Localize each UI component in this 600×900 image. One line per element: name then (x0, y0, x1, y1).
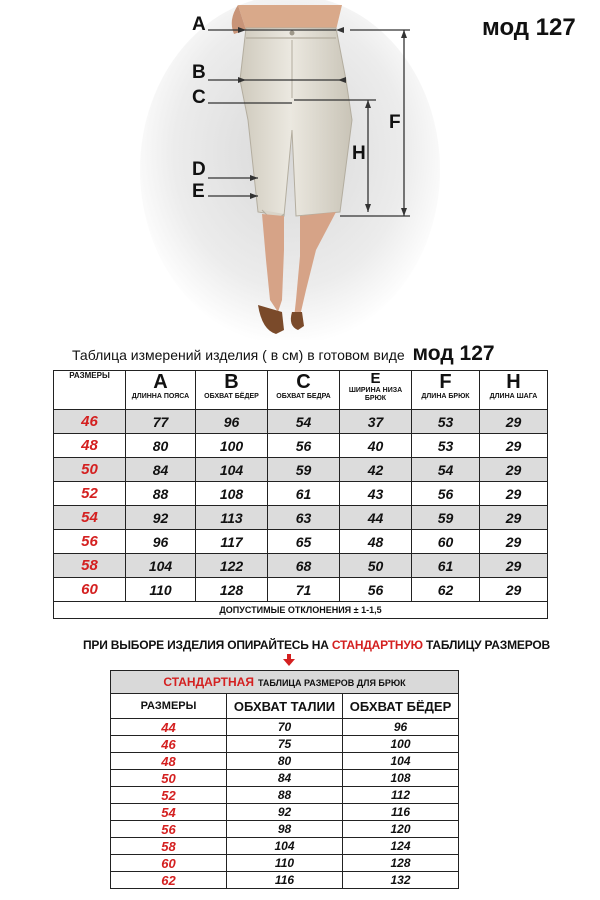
measurements-table (53, 370, 548, 619)
measurements-row (54, 458, 548, 482)
standard-size-cell: 56 (111, 821, 227, 838)
size-cell: 50 (54, 458, 126, 482)
size-cell: 60 (54, 578, 126, 602)
measurements-row (54, 482, 548, 506)
value-cell: 100 (196, 434, 268, 458)
measurements-row (54, 578, 548, 602)
advice-part2: ТАБЛИЦУ РАЗМЕРОВ (425, 638, 550, 652)
standard-size-cell: 44 (111, 719, 227, 736)
standard-size-cell: 50 (111, 770, 227, 787)
standard-row (111, 719, 459, 736)
value-cell: 54 (412, 458, 480, 482)
value-cell: 77 (126, 410, 196, 434)
size-cell: 48 (54, 434, 126, 458)
value-cell: 56 (340, 578, 412, 602)
value-cell: 104 (196, 458, 268, 482)
standard-title-red: СТАНДАРТНАЯ (163, 675, 254, 689)
value-cell: 29 (480, 458, 548, 482)
sizes-header: РАЗМЕРЫ (54, 371, 126, 410)
measurements-row (54, 434, 548, 458)
value-cell: 29 (480, 434, 548, 458)
value-cell: 29 (480, 506, 548, 530)
value-cell: 60 (412, 530, 480, 554)
measurements-body (54, 410, 548, 602)
value-cell: 63 (268, 506, 340, 530)
standard-row (111, 838, 459, 855)
label-b: B (192, 62, 206, 83)
value-cell: 56 (268, 434, 340, 458)
label-e: E (192, 181, 205, 202)
size-cell: 54 (54, 506, 126, 530)
standard-size-cell: 46 (111, 736, 227, 753)
value-cell: 122 (196, 554, 268, 578)
standard-hips-cell: 124 (343, 838, 459, 855)
measurements-caption-text: Таблица измерений изделия ( в см) в готовом виде (72, 347, 405, 363)
col-header-c: C ОБХВАТ БЕДРА (268, 371, 340, 410)
standard-row (111, 855, 459, 872)
value-cell: 37 (340, 410, 412, 434)
value-cell: 54 (268, 410, 340, 434)
size-cell: 58 (54, 554, 126, 578)
standard-hips-cell: 120 (343, 821, 459, 838)
value-cell: 61 (268, 482, 340, 506)
value-cell: 40 (340, 434, 412, 458)
standard-hips-cell: 108 (343, 770, 459, 787)
measurements-caption (72, 342, 495, 366)
standard-size-table (110, 670, 459, 889)
value-cell: 128 (196, 578, 268, 602)
value-cell: 53 (412, 410, 480, 434)
value-cell: 113 (196, 506, 268, 530)
value-cell: 96 (196, 410, 268, 434)
standard-size-cell: 60 (111, 855, 227, 872)
value-cell: 29 (480, 410, 548, 434)
standard-waist-cell: 84 (227, 770, 343, 787)
capri-pants-drawing (0, 0, 600, 340)
standard-waist-cell: 70 (227, 719, 343, 736)
size-cell: 52 (54, 482, 126, 506)
standard-waist-cell: 75 (227, 736, 343, 753)
standard-waist-cell: 116 (227, 872, 343, 889)
value-cell: 29 (480, 578, 548, 602)
value-cell: 88 (126, 482, 196, 506)
tolerance-value: ± 1-1,5 (353, 605, 382, 615)
value-cell: 29 (480, 482, 548, 506)
value-cell: 61 (412, 554, 480, 578)
product-illustration (0, 0, 600, 340)
value-cell: 59 (412, 506, 480, 530)
standard-size-cell: 52 (111, 787, 227, 804)
label-h: H (352, 143, 366, 164)
standard-hips-cell: 112 (343, 787, 459, 804)
standard-size-cell: 62 (111, 872, 227, 889)
standard-size-cell: 54 (111, 804, 227, 821)
standard-row (111, 821, 459, 838)
standard-row (111, 787, 459, 804)
value-cell: 84 (126, 458, 196, 482)
value-cell: 53 (412, 434, 480, 458)
standard-row (111, 770, 459, 787)
value-cell: 48 (340, 530, 412, 554)
value-cell: 44 (340, 506, 412, 530)
standard-title-cell (111, 671, 459, 694)
tolerance-cell (54, 602, 548, 619)
standard-row (111, 804, 459, 821)
value-cell: 80 (126, 434, 196, 458)
col-header-b: B ОБХВАТ БЁДЕР (196, 371, 268, 410)
measurements-row (54, 506, 548, 530)
standard-row (111, 753, 459, 770)
value-cell: 96 (126, 530, 196, 554)
value-cell: 29 (480, 530, 548, 554)
label-d: D (192, 159, 206, 180)
standard-hips-cell: 116 (343, 804, 459, 821)
label-a: A (192, 14, 206, 35)
standard-body (111, 719, 459, 889)
col-header-a: A ДЛИННА ПОЯСА (126, 371, 196, 410)
value-cell: 92 (126, 506, 196, 530)
col-header-f: F ДЛИНА БРЮК (412, 371, 480, 410)
tolerance-label: ДОПУСТИМЫЕ ОТКЛОНЕНИЯ (219, 605, 352, 615)
standard-hips-cell: 128 (343, 855, 459, 872)
col-header-h: H ДЛИНА ШАГА (480, 371, 548, 410)
advice-highlight: СТАНДАРТНУЮ (331, 638, 423, 652)
standard-col-sizes: РАЗМЕРЫ (111, 694, 227, 719)
standard-hips-cell: 104 (343, 753, 459, 770)
standard-header-row (111, 694, 459, 719)
measurements-header-row (54, 371, 548, 410)
standard-title-row (111, 671, 459, 694)
standard-size-cell: 58 (111, 838, 227, 855)
value-cell: 104 (126, 554, 196, 578)
size-cell: 56 (54, 530, 126, 554)
standard-hips-cell: 96 (343, 719, 459, 736)
measurements-row (54, 530, 548, 554)
value-cell: 65 (268, 530, 340, 554)
value-cell: 29 (480, 554, 548, 578)
measurements-row (54, 554, 548, 578)
advice-part1: ПРИ ВЫБОРЕ ИЗДЕЛИЯ ОПИРАЙТЕСЬ НА (83, 638, 329, 652)
arrow-down-icon (283, 654, 295, 666)
label-f: F (389, 112, 401, 133)
value-cell: 56 (412, 482, 480, 506)
label-c: C (192, 87, 206, 108)
standard-hips-cell: 100 (343, 736, 459, 753)
value-cell: 71 (268, 578, 340, 602)
standard-title-rest: ТАБЛИЦА РАЗМЕРОВ ДЛЯ БРЮК (257, 678, 406, 688)
standard-size-cell: 48 (111, 753, 227, 770)
value-cell: 62 (412, 578, 480, 602)
value-cell: 43 (340, 482, 412, 506)
standard-waist-cell: 110 (227, 855, 343, 872)
value-cell: 50 (340, 554, 412, 578)
standard-waist-cell: 104 (227, 838, 343, 855)
standard-waist-cell: 88 (227, 787, 343, 804)
standard-row (111, 872, 459, 889)
standard-waist-cell: 92 (227, 804, 343, 821)
standard-row (111, 736, 459, 753)
standard-hips-cell: 132 (343, 872, 459, 889)
value-cell: 42 (340, 458, 412, 482)
measurements-caption-model: мод 127 (412, 342, 495, 365)
value-cell: 59 (268, 458, 340, 482)
standard-col-waist: ОБХВАТ ТАЛИИ (227, 694, 343, 719)
col-header-e: E ШИРИНА НИЗА БРЮК (340, 371, 412, 410)
value-cell: 108 (196, 482, 268, 506)
value-cell: 68 (268, 554, 340, 578)
standard-waist-cell: 98 (227, 821, 343, 838)
value-cell: 117 (196, 530, 268, 554)
standard-col-hips: ОБХВАТ БЁДЕР (343, 694, 459, 719)
size-cell: 46 (54, 410, 126, 434)
tolerance-row (54, 602, 548, 619)
standard-waist-cell: 80 (227, 753, 343, 770)
measurements-row (54, 410, 548, 434)
advice-text (83, 638, 550, 652)
model-label: мод 127 (482, 14, 576, 41)
value-cell: 110 (126, 578, 196, 602)
